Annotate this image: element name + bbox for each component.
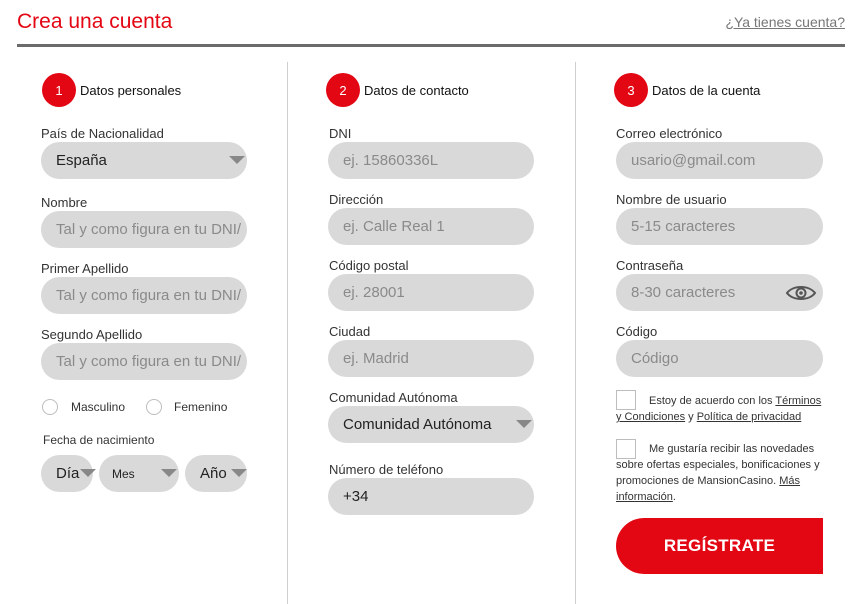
login-link[interactable]: ¿Ya tienes cuenta?	[725, 14, 845, 30]
page-title: Crea una cuenta	[17, 10, 173, 33]
city-placeholder: ej. Madrid	[343, 350, 409, 367]
gender-female-radio[interactable]	[146, 399, 162, 415]
password-label: Contraseña	[616, 258, 684, 273]
postal-placeholder: ej. 28001	[343, 284, 405, 301]
day-value: Día	[56, 465, 80, 482]
code-placeholder: Código	[631, 350, 679, 367]
password-placeholder: 8-30 caracteres	[631, 284, 736, 301]
phone-label: Número de teléfono	[329, 462, 444, 477]
region-select[interactable]	[328, 406, 534, 443]
chevron-down-icon	[229, 156, 245, 164]
region-label: Comunidad Autónoma	[329, 390, 458, 405]
year-value: Año	[200, 465, 227, 482]
surname2-placeholder: Tal y como figura en tu DNI/	[56, 353, 242, 370]
gender-female-option[interactable]	[146, 399, 227, 415]
postal-label: Código postal	[329, 258, 409, 273]
gender-male-radio[interactable]	[42, 399, 58, 415]
chevron-down-icon	[80, 469, 96, 477]
chevron-down-icon	[161, 469, 177, 477]
terms-and: y	[688, 411, 694, 423]
terms-text	[616, 393, 828, 425]
year-select[interactable]	[185, 455, 247, 492]
nationality-value: España	[56, 152, 107, 169]
name-placeholder: Tal y como figura en tu DNI/	[56, 221, 242, 238]
step-title: Datos de contacto	[364, 82, 469, 98]
newsletter-text	[616, 441, 828, 505]
city-input[interactable]	[328, 340, 534, 377]
step-number-badge: 1	[42, 73, 76, 107]
surname1-input[interactable]	[41, 277, 247, 314]
phone-value: +34	[343, 488, 369, 505]
username-input[interactable]	[616, 208, 823, 245]
terms-link[interactable]: Términos y Condiciones	[616, 395, 822, 423]
contact-data-section	[288, 62, 576, 604]
step-contact	[326, 73, 469, 107]
personal-data-section	[17, 62, 288, 604]
username-label: Nombre de usuario	[616, 192, 727, 207]
gender-male-label: Masculino	[71, 400, 126, 414]
period: .	[672, 491, 676, 503]
birthdate-label: Fecha de nacimiento	[43, 433, 155, 447]
name-input[interactable]	[41, 211, 247, 248]
chevron-down-icon	[231, 469, 247, 477]
header-divider	[17, 44, 845, 47]
more-info-link[interactable]: Más información	[616, 475, 801, 503]
register-button[interactable]: REGÍSTRATE	[616, 518, 823, 574]
region-value: Comunidad Autónoma	[343, 416, 492, 433]
eye-icon[interactable]	[785, 283, 817, 303]
email-label: Correo electrónico	[616, 126, 723, 141]
privacy-link[interactable]: Política de privacidad	[696, 411, 802, 423]
step-number-badge: 2	[326, 73, 360, 107]
address-placeholder: ej. Calle Real 1	[343, 218, 445, 235]
email-input[interactable]	[616, 142, 823, 179]
step-account	[614, 73, 760, 107]
gender-female-label: Femenino	[174, 400, 228, 414]
surname1-placeholder: Tal y como figura en tu DNI/	[56, 287, 242, 304]
account-data-section	[576, 62, 866, 604]
nationality-label: País de Nacionalidad	[41, 126, 164, 141]
postal-input[interactable]	[328, 274, 534, 311]
step-number-badge: 3	[614, 73, 648, 107]
code-input[interactable]	[616, 340, 823, 377]
phone-input[interactable]	[328, 478, 534, 515]
code-label: Código	[616, 324, 658, 339]
city-label: Ciudad	[329, 324, 371, 339]
step-personal	[42, 73, 181, 107]
step-title: Datos de la cuenta	[652, 82, 761, 98]
email-placeholder: usario@gmail.com	[631, 152, 756, 169]
chevron-down-icon	[516, 420, 532, 428]
nationality-select[interactable]	[41, 142, 247, 179]
username-placeholder: 5-15 caracteres	[631, 218, 736, 235]
month-select[interactable]	[99, 455, 179, 492]
newsletter-description: Me gustaría recibir las novedades sobre ofertas especiales, bonificaciones y promociones de MansionCasino.	[616, 443, 820, 487]
address-input[interactable]	[328, 208, 534, 245]
dni-input[interactable]	[328, 142, 534, 179]
dni-label: DNI	[329, 126, 352, 141]
address-label: Dirección	[329, 192, 384, 207]
month-value: Mes	[112, 466, 135, 481]
gender-male-option[interactable]	[42, 399, 125, 415]
surname1-label: Primer Apellido	[41, 261, 129, 276]
surname2-input[interactable]	[41, 343, 247, 380]
step-title: Datos personales	[80, 82, 182, 98]
surname2-label: Segundo Apellido	[41, 327, 143, 342]
name-label: Nombre	[41, 195, 88, 210]
password-input[interactable]	[616, 274, 823, 311]
dni-placeholder: ej. 15860336L	[343, 152, 439, 169]
day-select[interactable]	[41, 455, 93, 492]
terms-prefix: Estoy de acuerdo con los	[649, 395, 773, 407]
